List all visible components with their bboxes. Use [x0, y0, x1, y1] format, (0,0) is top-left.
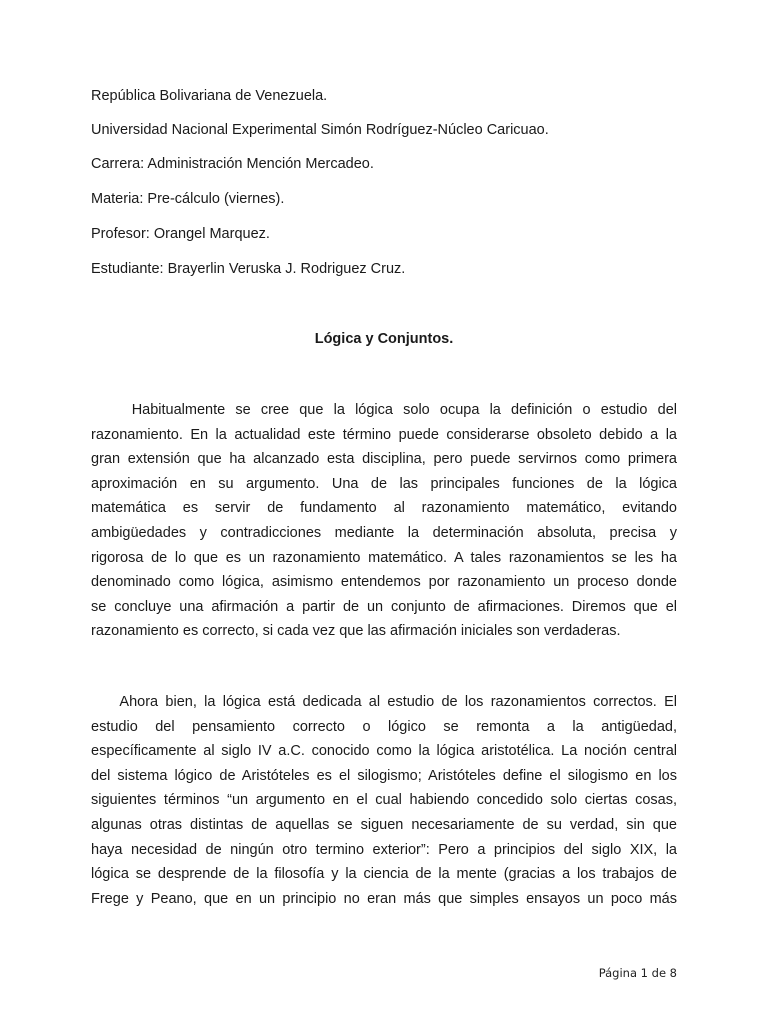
paragraph-line: Ahora bien, la lógica está dedicada al estudio de los razonamientos correctos. El — [91, 694, 677, 710]
page-number: Página 1 de 8 — [598, 966, 677, 980]
paragraph-line: algunas otras distintas de aquellas se siguen necesariamente de su verdad, sin que — [91, 816, 677, 833]
header-country: República Bolivariana de Venezuela. — [91, 88, 328, 104]
paragraph-2 — [91, 690, 677, 911]
paragraph-line: ambigüedades y contradicciones mediante la determinación absoluta, precisa y — [91, 524, 677, 541]
paragraph-line: matemática es servir de fundamento al razonamiento matemático, evitando — [91, 500, 677, 517]
paragraph-line: aproximación en su argumento. Una de las principales funciones de la lógica — [91, 475, 677, 492]
paragraph-line: se concluye una afirmación a partir de un conjunto de afirmaciones. Diremos que el — [91, 598, 677, 615]
paragraph-line: siguientes términos “un argumento en el cual habiendo concedido solo ciertas cosas, — [91, 792, 677, 809]
header-university: Universidad Nacional Experimental Simón Rodríguez-Núcleo Caricuao. — [91, 122, 549, 138]
paragraph-1 — [91, 398, 677, 644]
header-professor: Profesor: Orangel Marquez. — [91, 226, 270, 242]
document-title: Lógica y Conjuntos. — [314, 331, 454, 347]
header-career: Carrera: Administración Mención Mercadeo. — [91, 156, 374, 172]
paragraph-line: denominado como lógica, asimismo entendemos por razonamiento un proceso donde — [91, 574, 677, 591]
paragraph-line: rigorosa de lo que es un razonamiento matemático. A tales razonamientos se les ha — [91, 549, 677, 566]
paragraph-line: lógica se desprende de la filosofía y la ciencia de la mente (gracias a los trabajos de — [91, 866, 677, 883]
header-subject: Materia: Pre-cálculo (viernes). — [91, 191, 285, 207]
paragraph-line: del sistema lógico de Aristóteles es el silogismo; Aristóteles define el silogismo en los — [91, 767, 677, 784]
paragraph-line: Habitualmente se cree que la lógica solo ocupa la definición o estudio del — [91, 402, 677, 418]
paragraph-line: haya necesidad de ningún otro termino exterior”: Pero a principios del siglo XIX, la — [91, 841, 677, 858]
paragraph-line: razonamiento es correcto, si cada vez que las afirmación iniciales son verdaderas. — [91, 623, 621, 640]
paragraph-line: Frege y Peano, que en un principio no eran más que simples ensayos un poco más — [91, 890, 677, 907]
paragraph-line: gran extensión que ha alcanzado esta disciplina, pero puede servirnos como primera — [91, 451, 677, 468]
header-student: Estudiante: Brayerlin Veruska J. Rodriguez Cruz. — [91, 261, 406, 277]
paragraph-line: razonamiento. En la actualidad este término puede considerarse obsoleto debido a la — [91, 426, 677, 443]
paragraph-line: estudio del pensamiento correcto o lógico se remonta a la antigüedad, — [91, 718, 677, 735]
paragraph-line: específicamente al siglo IV a.C. conocido como la lógica aristotélica. La noción central — [91, 743, 677, 760]
